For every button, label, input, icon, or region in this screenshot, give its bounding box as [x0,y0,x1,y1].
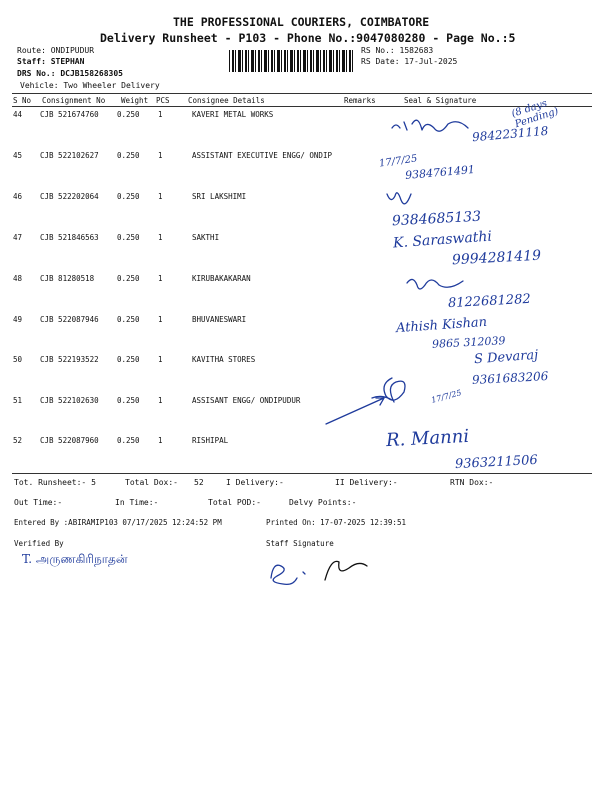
table-bottom-divider [12,473,592,474]
row-sno: 51 [13,396,23,405]
row-sno: 46 [13,192,23,201]
entered-by: Entered By :ABIRAMIP103 07/17/2025 12:24:52 PM [14,518,222,527]
row-sno: 49 [13,315,23,324]
handwritten-name: S Devaraj [473,347,539,368]
verified-by-label: Verified By [14,539,64,548]
staff-signature-label: Staff Signature [266,539,334,548]
row-consignee: KAVERI METAL WORKS [192,110,274,119]
barcode [229,50,354,72]
handwritten-date: 17/7/25 [378,153,419,170]
row-consignee: KAVITHA STORES [192,355,256,364]
in-time: In Time:- [115,498,159,507]
rs-number: RS No.: 1582683 [361,46,434,55]
row-consignment: CJB 521846563 [40,233,99,242]
row-consignment: CJB 522193522 [40,355,99,364]
col-consignment: Consignment No [42,96,106,105]
signature-scribble [385,188,425,208]
tot-runsheet: Tot. Runsheet:- 5 [14,478,96,487]
row-pcs: 1 [158,396,163,405]
row-pcs: 1 [158,436,163,445]
row-weight: 0.250 [117,355,140,364]
delvy-points: Delvy Points:- [289,498,357,507]
total-pod: Total POD:- [208,498,261,507]
row-consignment: CJB 522202064 [40,192,99,201]
col-seal-signature: Seal & Signature [404,96,477,105]
col-pcs: PCS [156,96,170,105]
row-sno: 45 [13,151,23,160]
row-weight: 0.250 [117,436,140,445]
handwritten-phone: 9994281419 [451,247,542,269]
handwritten-phone: 9842231118 [471,123,549,145]
row-weight: 0.250 [117,192,140,201]
col-sno: S No [13,96,32,105]
row-pcs: 1 [158,355,163,364]
row-sno: 50 [13,355,23,364]
row-pcs: 1 [158,315,163,324]
row-consignee: ASSISTANT EXECUTIVE ENGG/ ONDIP [192,151,332,160]
company-title: THE PROFESSIONAL COURIERS, COIMBATORE [173,15,430,29]
handwritten-note: (8 days Pending) [510,98,560,131]
staff-label: Staff: STEPHAN [17,57,85,66]
row-weight: 0.250 [117,315,140,324]
row-sno: 44 [13,110,23,119]
printed-on: Printed On: 17-07-2025 12:39:51 [266,518,406,527]
verifier-signature: T. அருணகிரிநாதன் [22,552,128,566]
vehicle-label: Vehicle: Two Wheeler Delivery [20,81,160,90]
row-weight: 0.250 [117,396,140,405]
handwritten-name: Athish Kishan [395,314,488,337]
handwritten-phone: 9865 312039 [431,334,506,351]
total-dox-label: Total Dox:- [125,478,178,487]
i-delivery: I Delivery:- [226,478,284,487]
rs-date: RS Date: 17-Jul-2025 [361,57,458,66]
out-time: Out Time:- [14,498,63,507]
row-consignment: CJB 81280518 [40,274,95,283]
row-pcs: 1 [158,192,163,201]
row-consignment: CJB 522102627 [40,151,99,160]
staff-signature-scribble [265,552,385,592]
total-dox-value: 52 [194,478,204,487]
row-sno: 47 [13,233,23,242]
row-consignment: CJB 521674760 [40,110,99,119]
route-label: Route: ONDIPUDUR [17,46,95,55]
ii-delivery: II Delivery:- [335,478,398,487]
row-consignee: SRI LAKSHIMI [192,192,247,201]
handwritten-phone: 9384685133 [391,208,482,230]
drs-number: DRS No.: DCJB158268305 [17,69,123,78]
handwritten-phone: 9384761491 [404,162,476,183]
row-consignment: CJB 522102630 [40,396,99,405]
col-weight: Weight [121,96,149,105]
signature-scribble [405,273,465,293]
col-consignee: Consignee Details [188,96,265,105]
row-sno: 52 [13,436,23,445]
row-pcs: 1 [158,110,163,119]
row-consignee: BHUVANESWARI [192,315,247,324]
signature-scribble [322,368,432,428]
handwritten-name: R. Manni [385,425,470,452]
handwritten-phone: 9363211506 [454,452,539,473]
col-remarks: Remarks [344,96,376,105]
header-divider [12,93,592,94]
row-weight: 0.250 [117,110,140,119]
runsheet-subtitle: Delivery Runsheet - P103 - Phone No.:9047080280 - Page No.:5 [100,31,516,45]
row-consignee: RISHIPAL [192,436,229,445]
rtn-dox: RTN Dox:- [450,478,494,487]
row-consignment: CJB 522087960 [40,436,99,445]
handwritten-date: 17/7/25 [430,388,463,405]
row-pcs: 1 [158,151,163,160]
row-weight: 0.250 [117,274,140,283]
row-weight: 0.250 [117,151,140,160]
handwritten-name: K. Saraswathi [392,228,493,252]
row-weight: 0.250 [117,233,140,242]
row-sno: 48 [13,274,23,283]
row-consignee: SAKTHI [192,233,220,242]
row-pcs: 1 [158,233,163,242]
row-pcs: 1 [158,274,163,283]
row-consignee: KIRUBAKAKARAN [192,274,251,283]
row-consignee: ASSISANT ENGG/ ONDIPUDUR [192,396,301,405]
handwritten-phone: 8122681282 [447,291,532,312]
handwritten-phone: 9361683206 [471,369,549,387]
row-consignment: CJB 522087946 [40,315,99,324]
column-header-divider [12,106,592,107]
